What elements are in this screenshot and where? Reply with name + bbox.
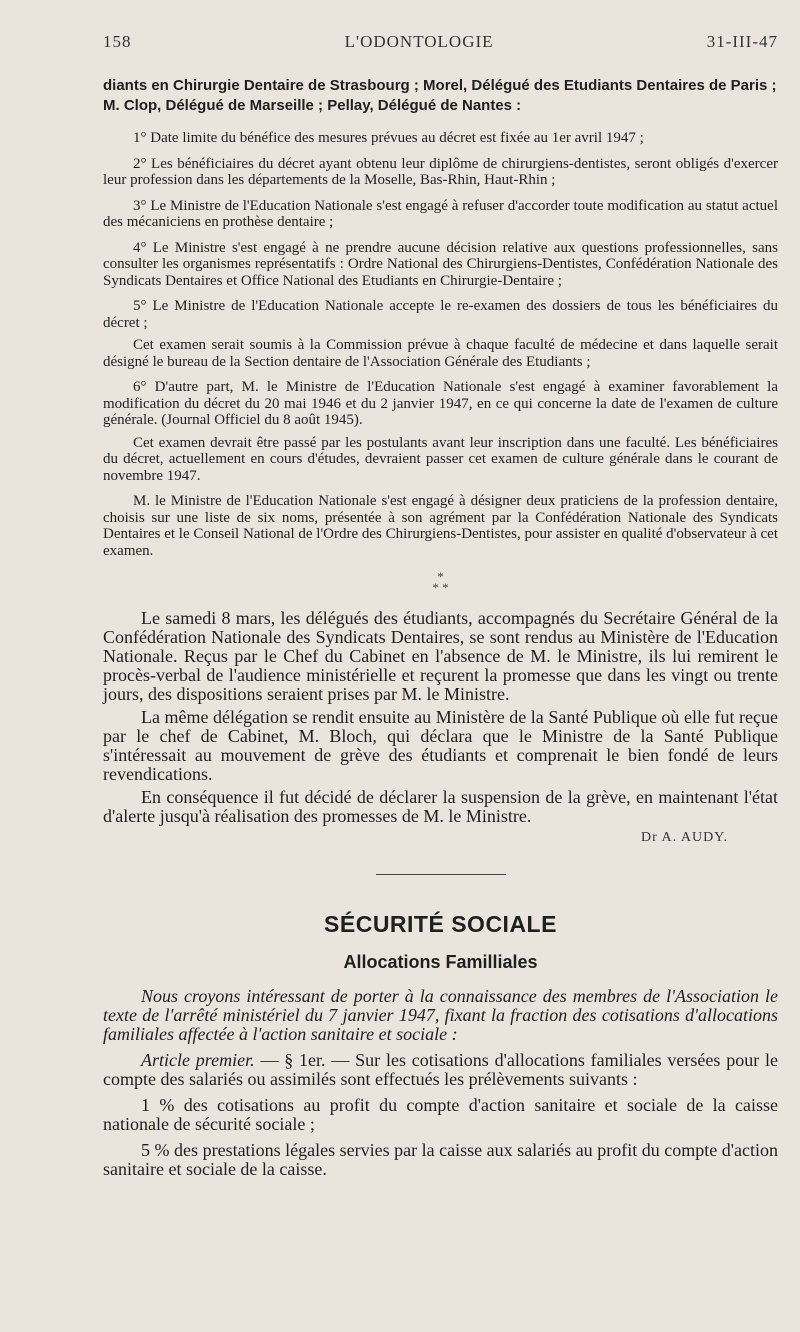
horizontal-rule (376, 874, 506, 875)
body-paragraph-2: La même délégation se rendit ensuite au Ministère de la Santé Publique où elle fut reçue par le chef de Cabinet, M. Bloch, qui déclara que le Ministre de la Santé Publique s'intéressait au mouvement de grève des étudiants et comprenait le bien fondé de leurs revendications. (103, 707, 778, 784)
point-5-detail: Cet examen serait soumis à la Commission prévue à chaque faculté de médecine et dans laquelle serait désigné le bureau de la Section dentaire de l'Association Générale des Etudiants ; (103, 337, 778, 370)
observers-paragraph: M. le Ministre de l'Education Nationale s'est engagé à désigner deux praticiens de la profession dentaire, choisis sur une liste de six noms, présentée à son agrément par la Confédération Nationale des Syndicats Dentaires et le Conseil National de l'Ordre des Chirurgiens-Dentistes, pour assister en qualité d'observateur à cet examen. (103, 493, 778, 559)
separator-star-row: * * (432, 580, 449, 595)
intro-delegates: diants en Chirurgie Dentaire de Strasbourg ; Morel, Délégué des Etudiants Dentaires de Paris ; M. Clop, Délégué de Marseille ; Pellay, Délégué de Nantes : (103, 77, 777, 114)
body-paragraph-3: En conséquence il fut décidé de déclarer la suspension de la grève, en maintenant l'état d'alerte jusqu'à réalisation des promesses de M. le Ministre. (103, 787, 778, 826)
allocation-item-2: 5 % des prestations légales servies par la caisse aux salariés au profit du compte d'action sanitaire et sociale de la caisse. (103, 1140, 778, 1179)
section-separator (103, 571, 778, 593)
separator-star-top: * (437, 569, 444, 584)
point-6-detail: Cet examen devrait être passé par les postulants avant leur inscription dans une faculté. Les bénéficiaires du décret, actuellement en cours d'études, devraient passer cet examen de culture générale dans le courant de novembre 1947. (103, 434, 778, 484)
article-paragraph (103, 1051, 778, 1089)
section-intro: Nous croyons intéressant de porter à la connaissance des membres de l'Association le texte de l'arrêté ministériel du 7 janvier 1947, fixant la fraction des cotisations d'allocations familiales affectée à l'action sanitaire et sociale : (103, 986, 778, 1044)
journal-title: L'ODONTOLOGIE (344, 32, 494, 51)
point-3: 3° Le Ministre de l'Education Nationale s'est engagé à refuser d'accorder toute modification au statut actuel des mécaniciens en prothèse dentaire ; (103, 197, 778, 230)
point-4: 4° Le Ministre s'est engagé à ne prendre aucune décision relative aux questions professionnelles, sans consulter les organismes représentatifs : Ordre National des Chirurgiens-Dentistes, Confédération Nationale des Syndicats Dentaires et Office National des Etudiants en Chirurgie-Dentaire ; (103, 239, 778, 289)
allocation-item-1: 1 % des cotisations au profit du compte d'action sanitaire et sociale de la caisse nationale de sécurité sociale ; (103, 1095, 778, 1134)
decision-points (103, 130, 778, 559)
securite-sociale-section (103, 911, 778, 1179)
section-title: SÉCURITÉ SOCIALE (324, 911, 557, 937)
running-header (103, 32, 778, 52)
article-text: — § 1er. — Sur les cotisations d'allocations familiales versées pour le compte des salariés ou assimilés sont effectués les prélèvements suivants : (103, 1050, 778, 1089)
issue-date: 31-III-47 (706, 32, 778, 51)
point-2: 2° Les bénéficiaires du décret ayant obtenu leur diplôme de chirurgiens-dentistes, seront obligés d'exercer leur profession dans les départements de la Moselle, Bas-Rhin, Haut-Rhin ; (103, 155, 778, 188)
author-signature: Dr A. AUDY. (641, 830, 728, 845)
body-paragraph-1: Le samedi 8 mars, les délégués des étudiants, accompagnés du Secrétaire Général de la Confédération Nationale des Syndicats Dentaires, se sont rendus au Ministère de l'Education Nationale. Reçus par le Chef du Cabinet en l'absence de M. le Ministre, ils lui remirent le procès-verbal de l'audience ministérielle et reçurent la promesse que dans les vingt ou trente jours, des dispositions seraient prises par M. le Ministre. (103, 608, 778, 704)
page-number: 158 (103, 32, 132, 51)
main-content (103, 76, 778, 1186)
point-5: 5° Le Ministre de l'Education Nationale accepte le re-examen des dossiers de tous les bénéficiaires du décret ; (103, 298, 778, 331)
delegation-report (103, 609, 778, 826)
point-6: 6° D'autre part, M. le Ministre de l'Education Nationale s'est engagé à examiner favorablement la modification du décret du 20 mai 1946 et du 2 janvier 1947, en ce qui concerne la date de l'examen de culture générale. (Journal Officiel du 8 août 1945). (103, 379, 778, 428)
article-label: Article premier. (141, 1050, 255, 1070)
point-1: 1° Date limite du bénéfice des mesures prévues au décret est fixée au 1er avril 1947 ; (133, 130, 644, 146)
section-subtitle: Allocations Familliales (343, 952, 538, 972)
